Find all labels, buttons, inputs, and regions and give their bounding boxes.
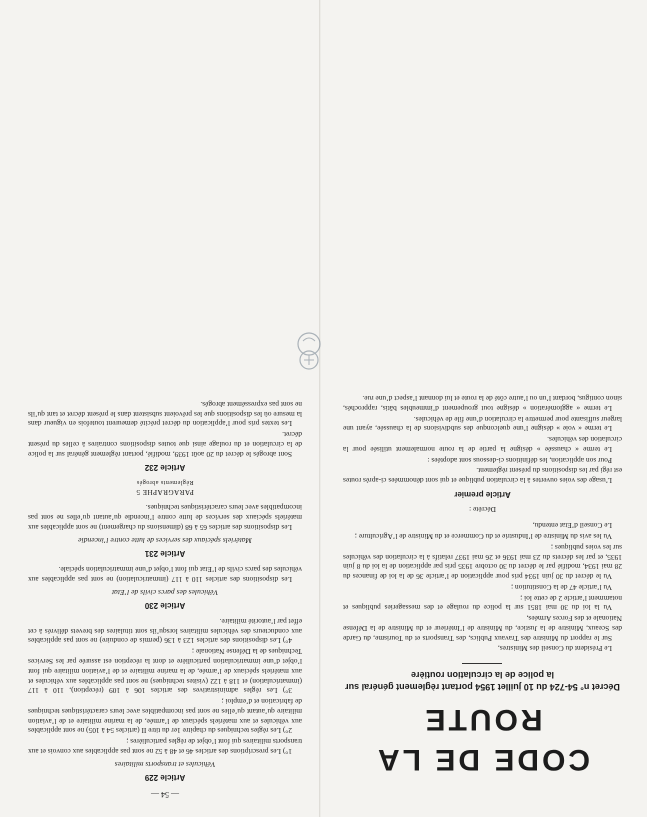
article-231-paragraph: Les dispositions des articles 65 à 68 (dimensions du chargement) ne sont applicables aux matériels spéciaux des services de lutte contre l’incendie qu’autant qu’elles ne sont pas incompatibles avec leurs caractéristiques techniques. xyxy=(28,502,302,532)
article-1-paragraph: Pour son application, les définitions ci-dessous sont adoptées : xyxy=(427,455,612,465)
page-number: — 54 — xyxy=(151,790,179,799)
article-1-paragraph: Le terme « agglomération » désigne tout groupement d’immeubles bâtis, rapprochés, sinon contigus, bordant l’un ou l’autre côté de la route et lui donnant l’aspect d’une rue. xyxy=(343,394,622,413)
article-231-subtitle: Matériels spéciaux des services de lutte contre l’incendie xyxy=(78,535,252,545)
paragraph-subheading: Règlements abrogés xyxy=(136,479,194,487)
page-fold xyxy=(319,0,321,817)
right-page-rotated xyxy=(335,18,630,803)
article-231-heading: Article 231 xyxy=(144,549,186,559)
decree-title: Décret n° 54-724 du 10 juillet 1954 portant règlement général sur la police de la circulation routière xyxy=(345,670,620,692)
article-229-paragraph: 3°) Les règles administratives des articles 106 à 109 (réception), 110 à 117 (immatriculation) et 118 à 122 (visites techniques) ne sont pas applicables aux véhicules et aux matériels spéciaux de l’armée, de la marine militaire et de l’aviation militaire qui font l’objet d’une immatriculation particulière et dont la réception est assurée par les Services Techniques de la Défense Nationale ; xyxy=(28,647,302,696)
main-title: CODE DE LA ROUTE xyxy=(375,703,591,776)
left-page xyxy=(20,18,310,803)
decrete-line: Décrète : xyxy=(469,505,496,515)
article-229-paragraph: 4°) Les dispositions des articles 123 à 136 (permis de conduire) ne sont pas applicables aux conducteurs des véhicules militaires lorsqu’ils sont titulaires des brevets délivrés à cet effet par l’autorité militaire. xyxy=(28,616,302,646)
article-229-paragraph: 1°) Les prescriptions des articles 46 et 48 à 52 ne sont pas applicables aux convois et aux transports militaires qui font l’objet de règles particulières ; xyxy=(28,737,302,756)
article-232-paragraph: Les textes pris pour l’application du décret précité demeurent toutefois en vigueur dans la mesure où les dispositions que les prévoient subsistent dans le présent décret et tant qu’ils ne sont pas expressément abrogés. xyxy=(28,399,302,429)
preamble-paragraph: Vu le décret du 30 juin 1934 pris pour application de l’article 36 de la loi de finances du 28 mai 1934, modifié par le décret du 30 octobre 1935 pris par application de la loi du 8 juin 1935, et par les décrets du 23 mai 1936 et 26 mai 1937 relatifs à la circulation des véhicules sur les voies publiques ; xyxy=(343,542,622,582)
preamble-paragraph: Le Conseil d’Etat entendu, xyxy=(532,521,612,531)
article-229-paragraph: 2°) Les règles techniques du chapitre 1er du titre II (articles 54 à 105) ne sont applicables aux véhicules et aux matériels spéciaux de l’armée, de la marine militaire et de l’aviation militaire qu’autant qu’elles ne sont pas incompatibles avec leurs caractéristiques techniques de fabrication et d’emploi ; xyxy=(28,697,302,736)
article-1-paragraph: Le terme « voie » désigne l’une quelconque des subdivisions de la chaussée, ayant une largeur suffisante pour permettre la circulation d’une file de véhicules. xyxy=(343,414,622,434)
title-divider xyxy=(463,663,503,664)
article-230-paragraph: Les dispositions des articles 110 à 117 (immatriculation) ne sont pas applicables aux véhicules des parcs civils de l’Etat qui font l’objet d’une immatriculation spéciale. xyxy=(28,564,302,584)
article-1-paragraph: L’usage des voies ouvertes à la circulation publique et qui sont dénommées ci-après routes est régi par les dispositions du présent règlement. xyxy=(343,466,622,486)
article-232-paragraph: Sont abrogés le décret du 20 août 1939, modifié, portant règlement général sur la police de la circulation et du roulage ainsi que toutes dispositions contraires à celles du présent décret. xyxy=(28,430,302,459)
article-230-subtitle: Véhicules des parcs civils de l’Etat xyxy=(111,587,219,597)
library-stamp-icon xyxy=(292,330,326,372)
preamble-paragraph: Vu la loi du 30 mai 1851 sur la police du roulage et des messageries publiques et notamment l’article 2 de cette loi ; xyxy=(343,593,622,613)
article-230-heading: Article 230 xyxy=(144,601,186,611)
article-229-subtitle: Véhicules et transports militaires xyxy=(114,759,216,769)
preamble-paragraph: Vu l’article 47 de la Constitution ; xyxy=(511,582,612,592)
preamble-paragraph: Le Président du Conseil des Ministres, xyxy=(497,644,612,654)
right-page xyxy=(335,18,630,803)
preamble-paragraph: Sur le rapport du Ministre des Travaux Publics, des Transports et du Tourisme, du Garde des Sceaux, Ministre de la Justice, du Ministre de l’Intérieur et du Ministre de la Défense Nationale et des Forces Armées, xyxy=(343,614,622,643)
article-229-heading: Article 229 xyxy=(144,773,186,783)
article-1-paragraph: Le terme « chaussée » désigne la partie de la route normalement utilisée pour la circulation des véhicules. xyxy=(343,435,622,454)
left-page-rotated xyxy=(20,18,310,803)
preamble-paragraph: Vu les avis du Ministre de l’Industrie et du Commerce et du Ministre de l’Agriculture ; xyxy=(354,532,612,542)
article-232-heading: Article 232 xyxy=(144,463,186,473)
article-1-heading: Article premier xyxy=(454,489,511,499)
paragraph-heading: PARAGRAPHE 5 xyxy=(136,488,194,498)
